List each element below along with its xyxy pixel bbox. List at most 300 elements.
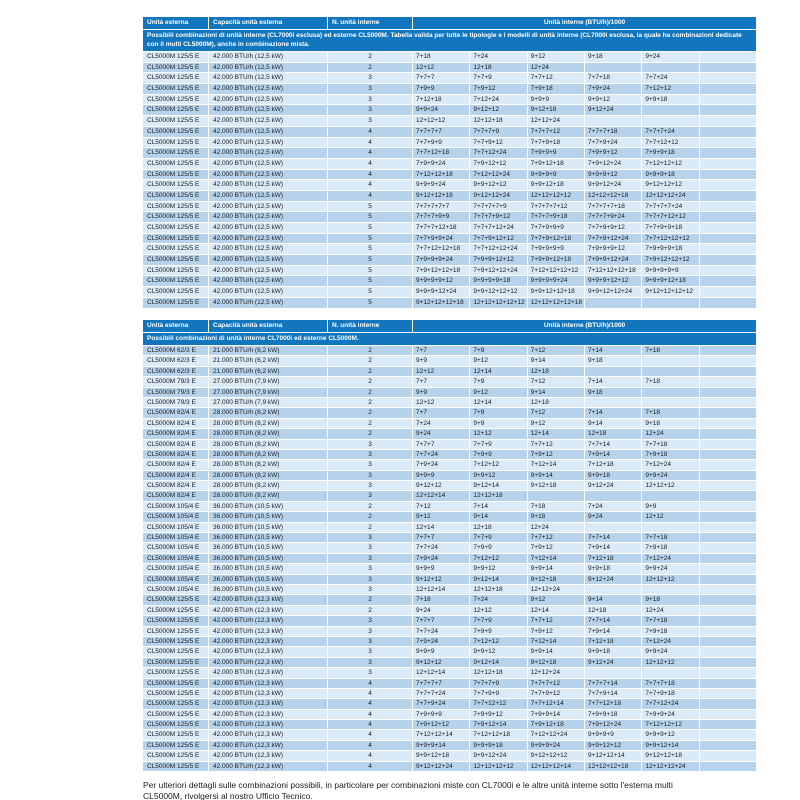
indoor-combo-cell — [700, 148, 756, 159]
n-indoor-cell: 3 — [328, 95, 412, 106]
indoor-combo-cell: 7+7+24 — [413, 450, 469, 460]
table-row — [143, 84, 756, 95]
table-note: Possibili combinazioni di unità interne CL7000i ed esterne CL5000M. — [143, 333, 756, 346]
outdoor-unit-cell: CL5000M 82/4 E — [143, 491, 208, 501]
capacity-cell: 36.000 BTU/h (10,5 kW) — [209, 512, 327, 522]
indoor-combo-cell: 9+18 — [585, 388, 641, 398]
capacity-cell: 28.000 BTU/h (8,2 kW) — [209, 408, 327, 418]
outdoor-unit-cell: CL5000M 82/4 E — [143, 450, 208, 460]
capacity-cell: 42.000 BTU/h (12,3 kW) — [209, 762, 327, 772]
indoor-combo-cell: 12+12+24 — [528, 585, 584, 595]
n-indoor-cell: 5 — [328, 298, 412, 309]
indoor-combo-cell: 9+9+9+18 — [642, 170, 698, 181]
table-row — [143, 287, 756, 298]
indoor-combo-cell: 7+18 — [413, 595, 469, 605]
indoor-combo-cell: 9+12+18 — [528, 575, 584, 585]
n-indoor-cell: 2 — [328, 429, 412, 439]
n-indoor-cell: 3 — [328, 616, 412, 626]
n-indoor-cell: 5 — [328, 244, 412, 255]
indoor-combo-cell: 12+12+18 — [470, 585, 526, 595]
outdoor-unit-cell: CL5000M 125/5 E — [143, 658, 208, 668]
n-indoor-cell: 3 — [328, 543, 412, 553]
n-indoor-cell: 4 — [328, 159, 412, 170]
table-row — [143, 481, 756, 491]
indoor-combo-cell: 7+9+9+14 — [528, 710, 584, 720]
indoor-combo-cell: 7+9+9+18 — [642, 148, 698, 159]
indoor-combo-cell: 7+7+7+7 — [413, 679, 469, 689]
indoor-combo-cell: 12+12+12 — [642, 658, 698, 668]
indoor-combo-cell: 7+9+9+12 — [585, 148, 641, 159]
n-indoor-cell: 4 — [328, 180, 412, 191]
indoor-combo-cell: 7+7+7 — [413, 440, 469, 450]
indoor-combo-cell: 9+14 — [528, 388, 584, 398]
indoor-combo-cell: 9+12+12+18 — [642, 751, 698, 761]
capacity-cell: 36.000 BTU/h (10,5 kW) — [209, 554, 327, 564]
indoor-combo-cell: 9+18 — [585, 52, 641, 63]
indoor-combo-cell: 9+9+9+9 — [585, 730, 641, 740]
indoor-combo-cell — [700, 679, 756, 689]
indoor-combo-cell — [700, 377, 756, 387]
indoor-combo-cell: 9+9+12+14 — [642, 741, 698, 751]
table-row — [143, 63, 756, 74]
n-indoor-cell: 5 — [328, 287, 412, 298]
n-indoor-cell: 3 — [328, 460, 412, 470]
indoor-combo-cell: 7+9+9 — [470, 450, 526, 460]
indoor-combo-cell: 7+7+9+9+18 — [642, 223, 698, 234]
indoor-combo-cell: 7+7+12+24 — [642, 699, 698, 709]
indoor-combo-cell: 9+14 — [470, 512, 526, 522]
outdoor-unit-cell: CL5000M 62/3 E — [143, 346, 208, 356]
indoor-combo-cell — [700, 95, 756, 106]
n-indoor-cell: 5 — [328, 234, 412, 245]
indoor-combo-cell: 9+9 — [642, 502, 698, 512]
outdoor-unit-cell: CL5000M 79/3 E — [143, 398, 208, 408]
capacity-cell: 42.000 BTU/h (12,3 kW) — [209, 627, 327, 637]
n-indoor-cell: 2 — [328, 52, 412, 63]
indoor-combo-cell — [700, 419, 756, 429]
indoor-combo-cell — [700, 730, 756, 740]
capacity-cell: 28.000 BTU/h (8,2 kW) — [209, 491, 327, 501]
table-row — [143, 699, 756, 709]
indoor-combo-cell — [642, 367, 698, 377]
indoor-combo-cell: 7+12 — [413, 502, 469, 512]
indoor-combo-cell: 7+7+9+24 — [585, 138, 641, 149]
outdoor-unit-cell: CL5000M 125/5 E — [143, 287, 208, 298]
indoor-combo-cell: 9+18 — [585, 356, 641, 366]
outdoor-unit-cell: CL5000M 125/5 E — [143, 212, 208, 223]
outdoor-unit-cell: CL5000M 125/5 E — [143, 689, 208, 699]
indoor-combo-cell: 7+7+9+12 — [528, 689, 584, 699]
indoor-combo-cell: 9+9+9+9+24 — [528, 276, 584, 287]
outdoor-unit-cell: CL5000M 105/4 E — [143, 533, 208, 543]
n-indoor-cell: 3 — [328, 585, 412, 595]
indoor-combo-cell: 7+7+14 — [585, 616, 641, 626]
n-indoor-cell: 4 — [328, 730, 412, 740]
indoor-combo-cell: 7+7+18 — [642, 440, 698, 450]
indoor-combo-cell — [700, 202, 756, 213]
indoor-combo-cell: 9+9+12 — [470, 647, 526, 657]
indoor-combo-cell: 12+12+18 — [470, 668, 526, 678]
indoor-combo-cell: 7+9+12+24 — [585, 720, 641, 730]
indoor-combo-cell: 7+12+12+14 — [413, 730, 469, 740]
indoor-combo-cell: 12+12+24 — [528, 668, 584, 678]
indoor-combo-cell: 7+14 — [585, 377, 641, 387]
outdoor-unit-cell: CL5000M 125/5 E — [143, 73, 208, 84]
n-indoor-cell: 4 — [328, 699, 412, 709]
indoor-combo-cell — [700, 244, 756, 255]
indoor-combo-cell — [642, 116, 698, 127]
indoor-combo-cell: 12+12 — [470, 606, 526, 616]
table-row — [143, 450, 756, 460]
indoor-combo-cell: 7+9 — [470, 408, 526, 418]
capacity-cell: 28.000 BTU/h (8,2 kW) — [209, 481, 327, 491]
indoor-combo-cell: 9+12+18 — [528, 105, 584, 116]
indoor-combo-cell — [700, 266, 756, 277]
indoor-combo-cell: 7+9+12+18 — [528, 159, 584, 170]
outdoor-unit-cell: CL5000M 62/3 E — [143, 356, 208, 366]
table-row — [143, 564, 756, 574]
footnote — [143, 780, 800, 800]
n-indoor-cell: 5 — [328, 202, 412, 213]
outdoor-unit-cell: CL5000M 105/4 E — [143, 543, 208, 553]
indoor-combo-cell — [700, 554, 756, 564]
indoor-combo-cell: 12+12 — [642, 512, 698, 522]
indoor-combo-cell — [700, 502, 756, 512]
indoor-combo-cell — [700, 699, 756, 709]
indoor-combo-cell: 9+12 — [528, 419, 584, 429]
indoor-combo-cell: 7+9+12 — [528, 543, 584, 553]
indoor-combo-cell — [700, 720, 756, 730]
outdoor-unit-cell: CL5000M 125/5 E — [143, 180, 208, 191]
indoor-combo-cell: 7+9+9+12 — [470, 710, 526, 720]
outdoor-unit-cell: CL5000M 125/5 E — [143, 720, 208, 730]
capacity-cell: 28.000 BTU/h (8,2 kW) — [209, 440, 327, 450]
indoor-combo-cell: 7+7+9 — [470, 533, 526, 543]
indoor-combo-cell: 12+14 — [470, 398, 526, 408]
indoor-combo-cell: 9+9+9+12+12 — [585, 276, 641, 287]
indoor-combo-cell: 7+7+12+12 — [470, 699, 526, 709]
indoor-combo-cell: 7+7+14 — [585, 533, 641, 543]
indoor-combo-cell: 9+12+14 — [470, 658, 526, 668]
outdoor-unit-cell: CL5000M 125/5 E — [143, 52, 208, 63]
n-indoor-cell: 2 — [328, 502, 412, 512]
indoor-combo-cell — [642, 356, 698, 366]
indoor-combo-cell — [642, 523, 698, 533]
outdoor-unit-cell: CL5000M 105/4 E — [143, 575, 208, 585]
indoor-combo-cell — [642, 388, 698, 398]
capacity-cell: 42.000 BTU/h (12,5 kW) — [209, 63, 327, 74]
indoor-combo-cell: 7+9+9+24 — [642, 710, 698, 720]
n-indoor-cell: 3 — [328, 84, 412, 95]
table-header-row — [143, 17, 756, 29]
capacity-cell: 36.000 BTU/h (10,5 kW) — [209, 502, 327, 512]
indoor-combo-cell: 7+12+12+18 — [470, 730, 526, 740]
indoor-combo-cell: 7+9+12+12 — [413, 720, 469, 730]
indoor-combo-cell: 9+9+9 — [413, 647, 469, 657]
outdoor-unit-cell: CL5000M 125/5 E — [143, 138, 208, 149]
capacity-cell: 42.000 BTU/h (12,3 kW) — [209, 751, 327, 761]
indoor-combo-cell: 7+9 — [470, 346, 526, 356]
indoor-combo-cell — [585, 491, 641, 501]
n-indoor-cell: 2 — [328, 419, 412, 429]
n-indoor-cell: 2 — [328, 398, 412, 408]
capacity-cell: 42.000 BTU/h (12,5 kW) — [209, 234, 327, 245]
table-row — [143, 180, 756, 191]
indoor-combo-cell: 9+9+9+12+18 — [642, 276, 698, 287]
capacity-cell: 36.000 BTU/h (10,5 kW) — [209, 564, 327, 574]
indoor-combo-cell: 7+7+12+12+24 — [470, 244, 526, 255]
n-indoor-cell: 4 — [328, 751, 412, 761]
table-row — [143, 408, 756, 418]
indoor-combo-cell: 9+12+24 — [585, 575, 641, 585]
indoor-combo-cell: 9+9+24 — [413, 105, 469, 116]
outdoor-unit-cell: CL5000M 105/4 E — [143, 523, 208, 533]
indoor-combo-cell: 7+7+7+7 — [413, 127, 469, 138]
outdoor-unit-cell: CL5000M 125/5 E — [143, 627, 208, 637]
n-indoor-cell: 4 — [328, 762, 412, 772]
indoor-combo-cell — [700, 398, 756, 408]
table-row — [143, 244, 756, 255]
n-indoor-cell: 5 — [328, 276, 412, 287]
indoor-combo-cell — [700, 710, 756, 720]
indoor-combo-cell: 12+12+12+12+12 — [470, 298, 526, 309]
table-row — [143, 616, 756, 626]
n-indoor-cell: 2 — [328, 512, 412, 522]
indoor-combo-cell: 7+7+7+7+9 — [470, 202, 526, 213]
indoor-combo-cell: 7+7+7+9 — [470, 679, 526, 689]
indoor-combo-cell: 9+9 — [413, 388, 469, 398]
indoor-combo-cell: 9+12+12 — [413, 658, 469, 668]
indoor-combo-cell: 7+24 — [585, 502, 641, 512]
indoor-combo-cell — [700, 287, 756, 298]
outdoor-unit-cell: CL5000M 105/4 E — [143, 554, 208, 564]
indoor-combo-cell: 12+18 — [585, 606, 641, 616]
combination-table-cl7000i — [143, 320, 756, 773]
indoor-combo-cell: 7+9+12 — [470, 84, 526, 95]
indoor-combo-cell: 7+7+9+9+24 — [413, 234, 469, 245]
indoor-combo-cell: 7+12+14 — [528, 460, 584, 470]
indoor-combo-cell: 7+9+9+12+24 — [585, 255, 641, 266]
indoor-combo-cell: 9+12 — [470, 356, 526, 366]
indoor-combo-cell: 9+9+12+18 — [528, 180, 584, 191]
indoor-combo-cell: 7+7+24 — [413, 627, 469, 637]
indoor-combo-cell: 7+7+12+24 — [470, 148, 526, 159]
indoor-combo-cell — [700, 356, 756, 366]
indoor-combo-cell — [700, 127, 756, 138]
indoor-combo-cell: 9+9+9 — [528, 95, 584, 106]
indoor-combo-cell: 9+12+24 — [585, 105, 641, 116]
table-row — [143, 148, 756, 159]
indoor-combo-cell: 12+12+18 — [470, 116, 526, 127]
indoor-combo-cell: 9+12+24 — [585, 658, 641, 668]
indoor-combo-cell: 7+7+24 — [413, 543, 469, 553]
indoor-combo-cell: 7+7+9+9 — [413, 138, 469, 149]
indoor-combo-cell — [700, 460, 756, 470]
table-row — [143, 554, 756, 564]
n-indoor-cell: 3 — [328, 440, 412, 450]
n-indoor-cell: 3 — [328, 627, 412, 637]
capacity-cell: 42.000 BTU/h (12,5 kW) — [209, 95, 327, 106]
indoor-combo-cell: 7+9+9 — [470, 627, 526, 637]
indoor-combo-cell: 7+12+12+18 — [413, 170, 469, 181]
indoor-combo-cell — [700, 388, 756, 398]
table-row — [143, 346, 756, 356]
indoor-combo-cell: 7+9+9+24 — [413, 159, 469, 170]
indoor-combo-cell — [700, 116, 756, 127]
indoor-combo-cell — [700, 159, 756, 170]
indoor-combo-cell: 9+9+14 — [528, 647, 584, 657]
indoor-combo-cell — [700, 170, 756, 181]
indoor-combo-cell: 7+7+7+9+9 — [413, 212, 469, 223]
indoor-combo-cell: 12+12 — [413, 63, 469, 74]
indoor-combo-cell: 9+9+12+12+12 — [470, 287, 526, 298]
outdoor-unit-cell: CL5000M 82/4 E — [143, 471, 208, 481]
n-indoor-cell: 4 — [328, 138, 412, 149]
indoor-combo-cell: 7+9+12 — [528, 627, 584, 637]
indoor-combo-cell: 7+12+12 — [470, 637, 526, 647]
table-row — [143, 191, 756, 202]
indoor-combo-cell: 7+12+12 — [642, 84, 698, 95]
indoor-combo-cell: 9+9+12+18 — [413, 751, 469, 761]
indoor-combo-cell: 7+9+9+9 — [528, 148, 584, 159]
indoor-combo-cell: 7+12+24 — [642, 554, 698, 564]
indoor-combo-cell: 9+9+9+9+12 — [413, 276, 469, 287]
table-row — [143, 170, 756, 181]
indoor-combo-cell: 7+7+9+9+12 — [585, 223, 641, 234]
indoor-combo-cell: 7+18 — [528, 502, 584, 512]
outdoor-unit-cell: CL5000M 125/5 E — [143, 84, 208, 95]
capacity-cell: 42.000 BTU/h (12,3 kW) — [209, 616, 327, 626]
n-indoor-cell: 2 — [328, 356, 412, 366]
indoor-combo-cell: 7+7+9 — [470, 73, 526, 84]
indoor-combo-cell — [585, 298, 641, 309]
indoor-combo-cell: 7+12+12+12+12 — [528, 266, 584, 277]
table-row — [143, 105, 756, 116]
indoor-combo-cell: 7+9+12 — [528, 450, 584, 460]
indoor-combo-cell: 7+7+12+12 — [642, 138, 698, 149]
outdoor-unit-cell: CL5000M 125/5 E — [143, 266, 208, 277]
indoor-combo-cell: 12+12 — [413, 398, 469, 408]
indoor-combo-cell — [700, 84, 756, 95]
outdoor-unit-cell: CL5000M 82/4 E — [143, 429, 208, 439]
table-row — [143, 377, 756, 387]
indoor-combo-cell: 7+18 — [642, 408, 698, 418]
table-row — [143, 73, 756, 84]
indoor-combo-cell: 7+12+12+24 — [470, 170, 526, 181]
indoor-combo-cell: 7+9+12+24 — [585, 159, 641, 170]
indoor-combo-cell: 9+9 — [470, 419, 526, 429]
indoor-combo-cell: 12+12+14 — [413, 668, 469, 678]
outdoor-unit-cell: CL5000M 125/5 E — [143, 637, 208, 647]
table-row — [143, 679, 756, 689]
table-row — [143, 523, 756, 533]
indoor-combo-cell: 9+12+12+12+12 — [642, 287, 698, 298]
footnote-line: CL5000M, rivolgersi al nostro Ufficio Tecnico. — [143, 790, 313, 800]
indoor-combo-cell: 9+14 — [585, 419, 641, 429]
outdoor-unit-cell: CL5000M 125/5 E — [143, 606, 208, 616]
indoor-combo-cell: 7+9+9+18 — [585, 710, 641, 720]
table-row — [143, 637, 756, 647]
indoor-combo-cell — [642, 105, 698, 116]
table-row — [143, 95, 756, 106]
indoor-combo-cell: 9+12+18 — [528, 658, 584, 668]
outdoor-unit-cell: CL5000M 125/5 E — [143, 148, 208, 159]
table-row — [143, 52, 756, 63]
outdoor-unit-cell: CL5000M 125/5 E — [143, 710, 208, 720]
table-row — [143, 689, 756, 699]
indoor-combo-cell: 7+9+24 — [413, 637, 469, 647]
outdoor-unit-cell: CL5000M 125/5 E — [143, 116, 208, 127]
indoor-combo-cell — [700, 606, 756, 616]
outdoor-unit-cell: CL5000M 125/5 E — [143, 679, 208, 689]
outdoor-unit-cell: CL5000M 125/5 E — [143, 741, 208, 751]
indoor-combo-cell — [700, 346, 756, 356]
indoor-combo-cell: 7+12 — [528, 408, 584, 418]
col-header-indoor-units: Unità interne (BTU/h)/1000 — [413, 17, 756, 29]
indoor-combo-cell: 12+14 — [528, 606, 584, 616]
n-indoor-cell: 2 — [328, 595, 412, 605]
outdoor-unit-cell: CL5000M 125/5 E — [143, 255, 208, 266]
capacity-cell: 42.000 BTU/h (12,3 kW) — [209, 730, 327, 740]
indoor-combo-cell — [528, 491, 584, 501]
capacity-cell: 42.000 BTU/h (12,5 kW) — [209, 276, 327, 287]
n-indoor-cell: 2 — [328, 388, 412, 398]
indoor-combo-cell: 9+9+9+9 — [528, 170, 584, 181]
indoor-combo-cell: 7+9+24 — [585, 84, 641, 95]
indoor-combo-cell: 7+9+12+12 — [470, 159, 526, 170]
indoor-combo-cell: 9+24 — [585, 512, 641, 522]
indoor-combo-cell: 7+7+9 — [470, 616, 526, 626]
indoor-combo-cell: 9+24 — [642, 52, 698, 63]
n-indoor-cell: 3 — [328, 533, 412, 543]
table-row — [143, 255, 756, 266]
indoor-combo-cell — [642, 298, 698, 309]
table-row — [143, 212, 756, 223]
indoor-combo-cell: 7+12+12+12 — [642, 720, 698, 730]
indoor-combo-cell: 9+9+9+9+9 — [642, 266, 698, 277]
indoor-combo-cell: 9+9+9+12+24 — [413, 287, 469, 298]
indoor-combo-cell: 7+7+18 — [642, 616, 698, 626]
table-row — [143, 762, 756, 772]
capacity-cell: 27.000 BTU/h (7,9 kW) — [209, 377, 327, 387]
indoor-combo-cell: 7+9+9 — [413, 84, 469, 95]
indoor-combo-cell: 12+12+12+12 — [528, 191, 584, 202]
col-header-indoor-units: Unità interne (BTU/h)/1000 — [413, 320, 756, 332]
table-body — [143, 346, 756, 772]
indoor-combo-cell: 12+12+24 — [528, 116, 584, 127]
table-row — [143, 223, 756, 234]
indoor-combo-cell — [700, 429, 756, 439]
indoor-combo-cell: 12+18 — [528, 367, 584, 377]
indoor-combo-cell: 7+9+18 — [642, 450, 698, 460]
indoor-combo-cell: 7+12+24 — [642, 460, 698, 470]
indoor-combo-cell: 7+12 — [528, 346, 584, 356]
indoor-combo-cell: 7+7+7+9+18 — [528, 212, 584, 223]
indoor-combo-cell: 9+9+9+9+18 — [470, 276, 526, 287]
indoor-combo-cell: 7+9+9 — [470, 543, 526, 553]
indoor-combo-cell: 7+7+14 — [585, 440, 641, 450]
capacity-cell: 21.000 BTU/h (6,2 kW) — [209, 356, 327, 366]
indoor-combo-cell: 7+7+7+12 — [528, 127, 584, 138]
n-indoor-cell: 3 — [328, 105, 412, 116]
outdoor-unit-cell: CL5000M 125/5 E — [143, 244, 208, 255]
indoor-combo-cell: 12+14 — [528, 429, 584, 439]
capacity-cell: 42.000 BTU/h (12,3 kW) — [209, 637, 327, 647]
indoor-combo-cell: 9+12 — [470, 388, 526, 398]
indoor-combo-cell: 7+7+7+7+12 — [528, 202, 584, 213]
indoor-combo-cell: 7+9+12+14 — [470, 720, 526, 730]
table-row — [143, 419, 756, 429]
